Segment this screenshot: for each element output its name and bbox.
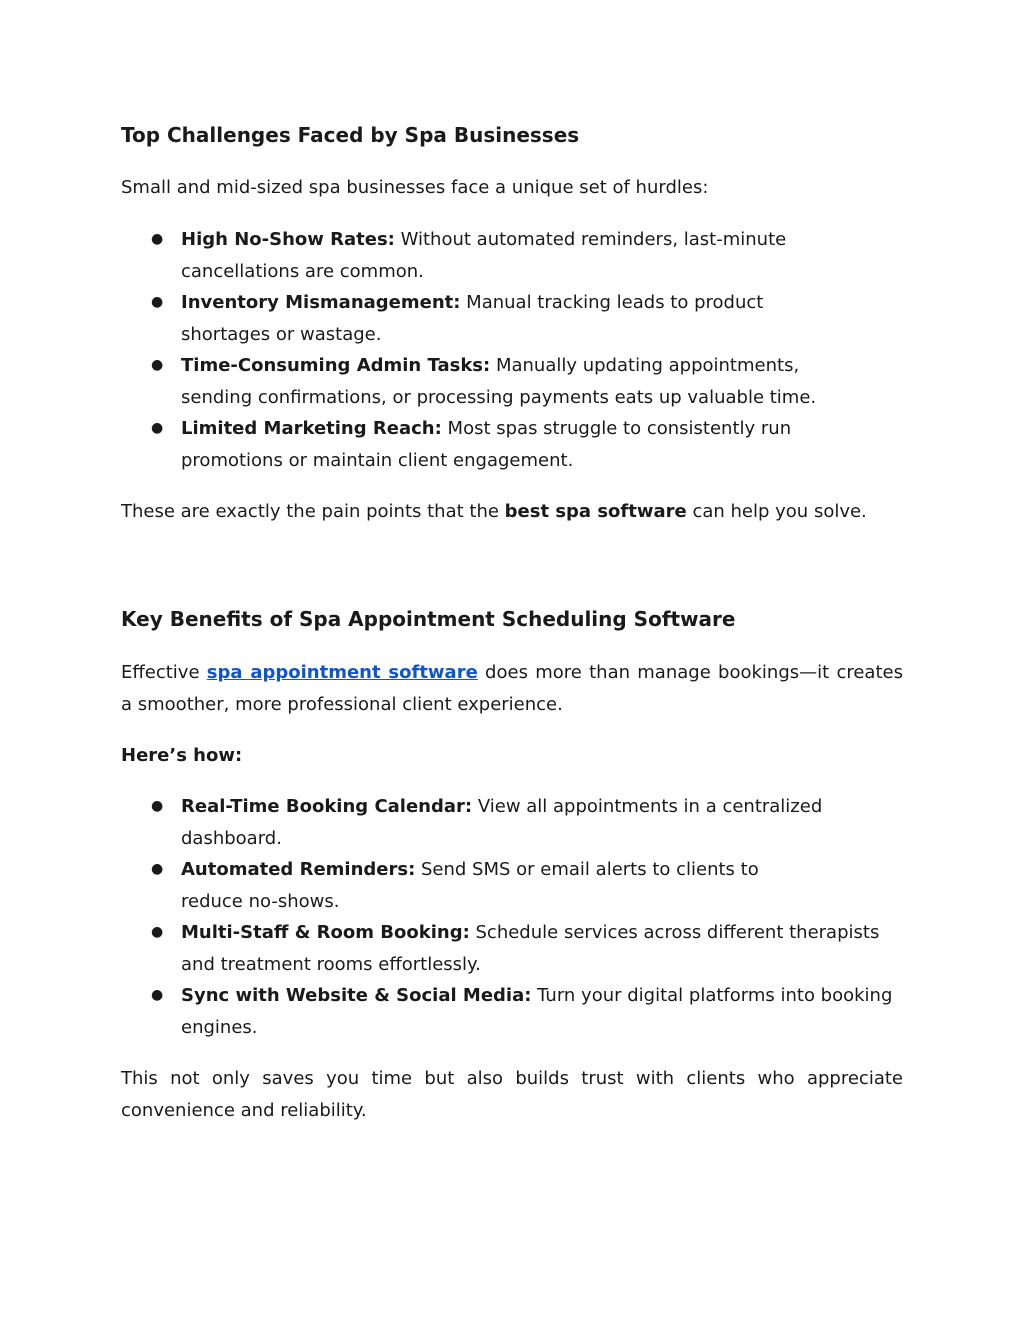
list-item: ● Automated Reminders: Send SMS or email alerts to clients to reduce no-shows. <box>121 854 903 917</box>
section-heading-challenges: Top Challenges Faced by Spa Businesses <box>121 123 580 147</box>
spa-appointment-software-link[interactable]: spa appointment software <box>206 662 478 683</box>
bullet-icon: ● <box>151 231 164 247</box>
challenges-list <box>121 224 851 476</box>
list-item: ● Multi-Staff & Room Booking: Schedule services across different therapists and treatment rooms effortlessly. <box>121 917 903 980</box>
bullet-icon: ● <box>151 798 164 814</box>
benefits-list <box>121 791 903 1043</box>
list-item: ● Inventory Mismanagement: Manual tracking leads to product shortages or wastage. <box>121 287 851 350</box>
list-item: ● Sync with Website & Social Media: Turn your digital platforms into booking engines. <box>121 980 903 1043</box>
heres-how-label: Here’s how: <box>121 745 243 766</box>
bullet-icon: ● <box>151 924 164 940</box>
list-item: ● High No-Show Rates: Without automated reminders, last-minute cancellations are common. <box>121 224 851 287</box>
bullet-icon: ● <box>151 420 164 436</box>
benefits-closing: This not only saves you time but also builds trust with clients who appreciate convenience and reliability. <box>121 1068 903 1121</box>
challenges-closing: These are exactly the pain points that the best spa software can help you solve. <box>121 501 867 522</box>
bullet-icon: ● <box>151 987 164 1003</box>
bullet-icon: ● <box>151 861 164 877</box>
bullet-icon: ● <box>151 357 164 373</box>
bullet-icon: ● <box>151 294 164 310</box>
benefits-intro: Effective spa appointment software does more than manage bookings—it creates a smoother, more professional client experience. <box>121 662 903 715</box>
challenges-intro: Small and mid-sized spa businesses face a unique set of hurdles: <box>121 177 709 198</box>
list-item: ● Real-Time Booking Calendar: View all appointments in a centralized dashboard. <box>121 791 903 854</box>
list-item: ● Time-Consuming Admin Tasks: Manually updating appointments, sending confirmations, or processing payments eats up valuable time. <box>121 350 851 413</box>
section-heading-benefits: Key Benefits of Spa Appointment Scheduling Software <box>121 607 736 631</box>
list-item: ● Limited Marketing Reach: Most spas struggle to consistently run promotions or maintain client engagement. <box>121 413 851 476</box>
